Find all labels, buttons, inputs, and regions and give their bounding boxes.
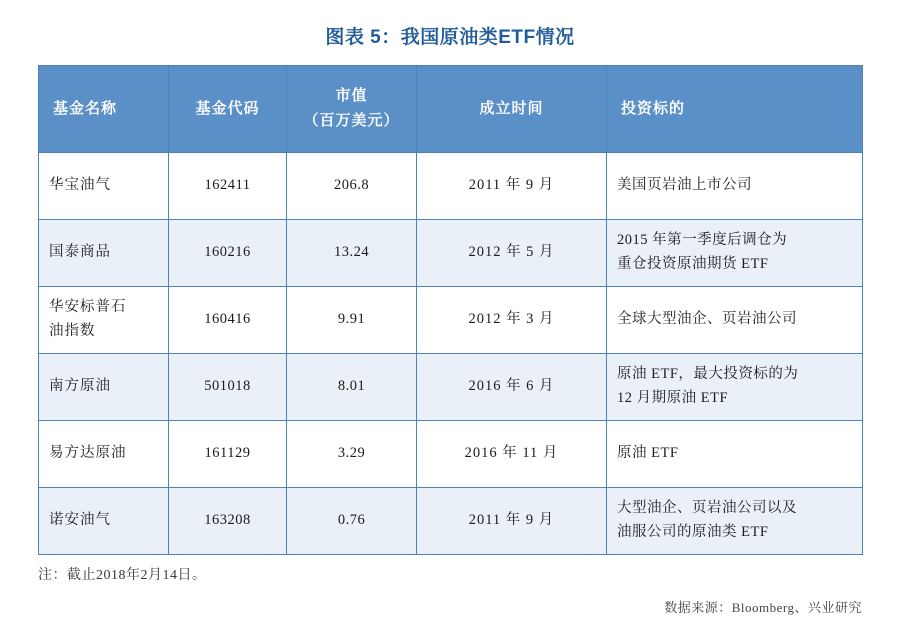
- fund-name-text: 华安标普石: [49, 299, 127, 316]
- cell-market-value: 13.24: [287, 220, 417, 287]
- investment-target-line-1: 美国页岩油上市公司: [617, 177, 752, 194]
- table-row: [39, 220, 863, 287]
- column-header-fund-code: [169, 66, 287, 153]
- etf-table: [38, 65, 863, 555]
- fund-name-text: 诺安油气: [49, 512, 111, 529]
- column-header-market-value-text: 市值: [335, 88, 368, 105]
- table-header-row: [39, 66, 863, 153]
- table-row: [39, 153, 863, 220]
- table-container: [38, 65, 862, 555]
- cell-inception-date: 2011 年 9 月: [417, 488, 607, 555]
- column-header-fund-code-text: 基金代码: [195, 100, 260, 117]
- investment-target-line-1: 大型油企、页岩油公司以及: [617, 500, 797, 517]
- cell-investment-target: [607, 421, 863, 488]
- fund-name-text: 南方原油: [49, 378, 111, 395]
- table-body: [39, 153, 863, 555]
- fund-name-text: 国泰商品: [49, 244, 111, 261]
- investment-target-line-1: 原油 ETF，最大投资标的为: [617, 366, 799, 383]
- investment-target-line-1: 全球大型油企、页岩油公司: [617, 311, 797, 328]
- investment-target-line-2: 重仓投资原油期货 ETF: [617, 256, 769, 272]
- cell-fund-code: 160216: [169, 220, 287, 287]
- column-header-fund-name: [39, 66, 169, 153]
- column-header-fund-name-text: 基金名称: [53, 100, 118, 117]
- cell-fund-code: 163208: [169, 488, 287, 555]
- cell-fund-code: 162411: [169, 153, 287, 220]
- table-row: [39, 421, 863, 488]
- cell-inception-date: 2011 年 9 月: [417, 153, 607, 220]
- fund-name-text: 华宝油气: [49, 177, 111, 194]
- cell-fund-name: [39, 421, 169, 488]
- column-header-investment-target-text: 投资标的: [621, 100, 686, 117]
- cell-investment-target: [607, 287, 863, 354]
- cell-market-value: 8.01: [287, 354, 417, 421]
- cell-inception-date: 2012 年 5 月: [417, 220, 607, 287]
- fund-name-text-line-2: 油指数: [49, 323, 96, 339]
- cell-fund-code: 160416: [169, 287, 287, 354]
- cell-fund-name: [39, 287, 169, 354]
- cell-inception-date: 2012 年 3 月: [417, 287, 607, 354]
- table-row: [39, 287, 863, 354]
- column-header-inception-date-text: 成立时间: [479, 100, 544, 117]
- investment-target-line-1: 原油 ETF: [617, 445, 679, 462]
- cell-investment-target: [607, 354, 863, 421]
- page-title: 图表 5：我国原油类ETF情况: [325, 27, 575, 48]
- cell-fund-name: [39, 153, 169, 220]
- figure-source: 数据来源：Bloomberg、兴业研究: [664, 600, 862, 615]
- cell-inception-date: 2016 年 11 月: [417, 421, 607, 488]
- cell-investment-target: [607, 488, 863, 555]
- cell-market-value: 0.76: [287, 488, 417, 555]
- investment-target-line-2: 12 月期原油 ETF: [617, 390, 729, 406]
- cell-fund-name: [39, 354, 169, 421]
- cell-investment-target: [607, 220, 863, 287]
- cell-fund-code: 161129: [169, 421, 287, 488]
- fund-name-text: 易方达原油: [49, 445, 127, 462]
- cell-inception-date: 2016 年 6 月: [417, 354, 607, 421]
- cell-fund-code: 501018: [169, 354, 287, 421]
- column-header-market-value-unit: （百万美元）: [303, 113, 400, 129]
- cell-market-value: 9.91: [287, 287, 417, 354]
- cell-market-value: 3.29: [287, 421, 417, 488]
- investment-target-line-2: 油服公司的原油类 ETF: [617, 524, 769, 540]
- cell-market-value: 206.8: [287, 153, 417, 220]
- table-header: [39, 66, 863, 153]
- investment-target-line-1: 2015 年第一季度后调仓为: [617, 232, 788, 249]
- table-row: [39, 488, 863, 555]
- table-row: [39, 354, 863, 421]
- column-header-market-value: [287, 66, 417, 153]
- column-header-inception-date: [417, 66, 607, 153]
- column-header-investment-target: [607, 66, 863, 153]
- cell-fund-name: [39, 220, 169, 287]
- cell-investment-target: [607, 153, 863, 220]
- cell-fund-name: [39, 488, 169, 555]
- figure-note: 注：截止2018年2月14日。: [38, 568, 207, 583]
